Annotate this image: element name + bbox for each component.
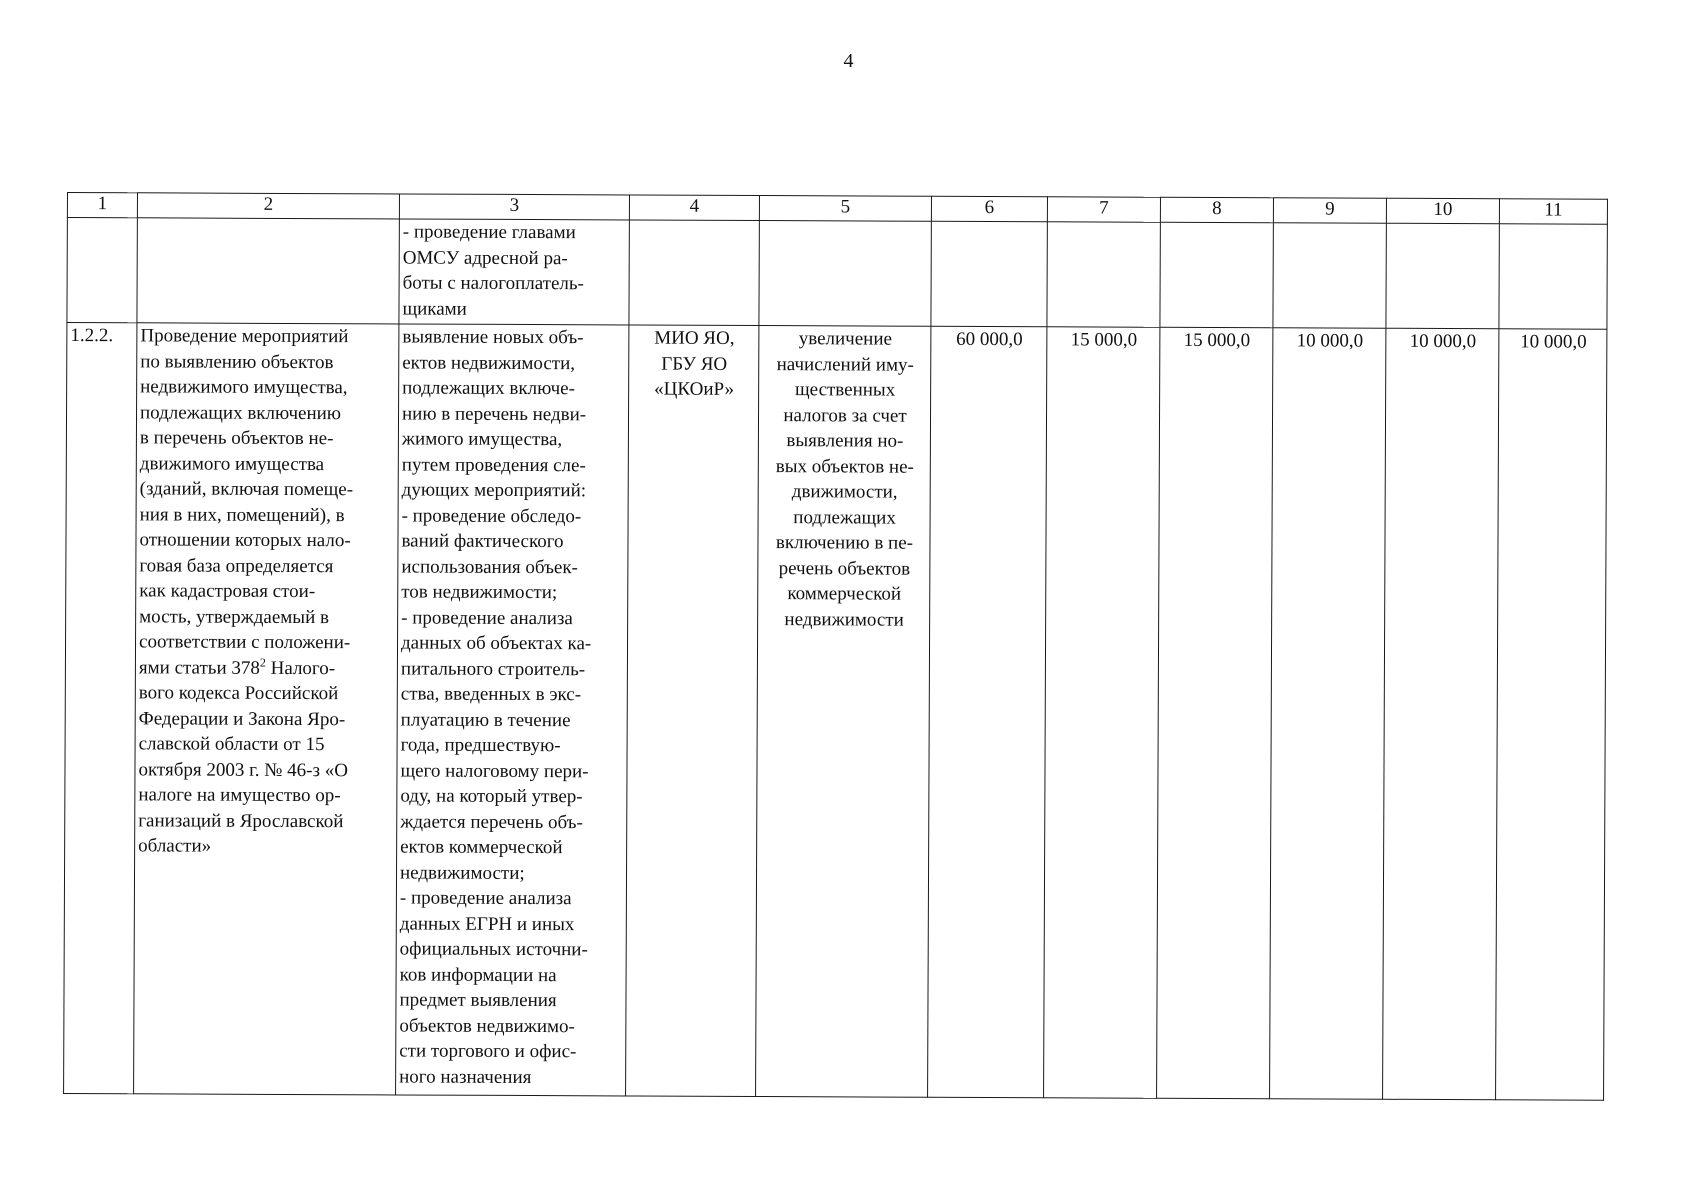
text-line: славской области от 15 <box>138 733 325 756</box>
header-cell: 7 <box>1047 197 1160 222</box>
text-line: данных ЕГРН и иных <box>399 912 575 935</box>
text-line: движимости, <box>791 481 898 503</box>
text-line: - проведение обследо- <box>401 504 582 527</box>
text-line: официальных источни- <box>399 938 588 961</box>
text-line: данных об объектах ка- <box>400 632 592 655</box>
row1-activities-text <box>402 219 626 322</box>
text-line: Федерации и Закона Яро- <box>138 707 346 730</box>
page-number: 4 <box>843 50 854 72</box>
text-line: предмет выявления <box>399 989 557 1012</box>
row1-col3 <box>399 219 629 325</box>
text-line: оду, на который утвер- <box>400 785 583 808</box>
text-line: налогов за счет <box>783 404 907 427</box>
header-cell: 3 <box>399 194 629 220</box>
text-line: движимого имущества <box>139 452 325 475</box>
row2-col3 <box>396 324 629 1096</box>
text-line: дующих мероприятий: <box>401 479 587 502</box>
data-table <box>63 192 1608 1101</box>
text-line: ОМСУ адресной ра- <box>402 246 568 269</box>
text-line: (зданий, включая помеще- <box>139 478 354 501</box>
header-cell: 1 <box>67 193 137 218</box>
text-line: жимого имущества, <box>401 428 563 451</box>
row2-col2 <box>134 323 399 1095</box>
text-line: - проведение главами <box>402 221 576 244</box>
text-line: ков информации на <box>399 963 557 986</box>
text-line: выявление новых объ- <box>402 326 584 349</box>
text-line: коммерческой <box>787 583 902 605</box>
row1-col1 <box>67 218 137 323</box>
header-cell: 10 <box>1386 198 1499 223</box>
row2-value-col10: 10 000,0 <box>1383 328 1499 1099</box>
text-line: в перечень объектов не- <box>139 427 334 450</box>
text-line: речень объектов <box>778 557 911 580</box>
header-cell: 2 <box>137 193 399 219</box>
header-cell: 8 <box>1160 197 1273 222</box>
text-line: выявления но- <box>786 430 904 452</box>
table-row <box>67 218 1607 330</box>
text-line: отношении которых нало- <box>139 529 351 552</box>
text-line: - проведение анализа <box>401 606 573 629</box>
text-line: ния в них, помещений), в <box>139 503 345 526</box>
row1-col8 <box>1160 222 1273 327</box>
row2-value-col7: 15 000,0 <box>1044 327 1160 1098</box>
text-line: недвижимого имущества, <box>140 376 348 399</box>
row2-number: 1.2.2. <box>64 323 137 1094</box>
text-line: «ЦКОиР» <box>654 378 735 400</box>
text-line: октября 2003 г. № 46-з «О <box>138 758 349 781</box>
text-line: тов недвижимости; <box>401 581 558 604</box>
text-line: вого кодекса Российской <box>138 682 339 705</box>
text-line: использования объек- <box>401 555 578 578</box>
text-line: объектов недвижимо- <box>399 1014 575 1037</box>
table-row <box>64 323 1607 1101</box>
text-line: по выявлению объектов <box>140 350 334 373</box>
text-line: плуатацию в течение <box>400 708 571 731</box>
text-line: путем проведения сле- <box>401 453 586 476</box>
text-line: Проведение мероприятий <box>140 325 349 348</box>
text-line-with-superscript <box>139 655 395 682</box>
text-line: подлежащих включе- <box>402 377 575 400</box>
row2-value-col9: 10 000,0 <box>1270 328 1386 1099</box>
text-line: года, предшествую- <box>400 734 561 757</box>
text-line: области» <box>138 835 212 857</box>
row1-col10 <box>1386 223 1499 328</box>
text-line: ства, введенных в экс- <box>400 683 582 706</box>
text-line: ваний фактического <box>401 530 564 553</box>
text-line: начислений иму- <box>776 353 914 376</box>
row2-measure-text <box>138 323 396 860</box>
header-cell: 6 <box>931 196 1047 222</box>
row2-result-text <box>761 326 928 633</box>
text-line: недвижимости; <box>399 861 525 884</box>
text-line: боты с налогоплатель- <box>402 272 584 295</box>
text-line: ектов недвижимости, <box>402 351 576 374</box>
row1-col2 <box>137 218 399 324</box>
text-line: мость, утверждаемый в <box>139 605 330 628</box>
text-line: как кадастровая стои- <box>139 580 316 603</box>
header-cell: 11 <box>1499 199 1607 224</box>
row2-activities-text <box>399 324 626 1090</box>
text-line: щественных <box>795 379 896 401</box>
text-line: - проведение анализа <box>399 887 572 910</box>
row1-col5 <box>759 221 931 327</box>
text-line: включению в пе- <box>775 532 914 554</box>
text-line: щиками <box>402 297 467 320</box>
row1-col6 <box>931 221 1047 327</box>
text-line: ГБУ ЯО <box>661 353 728 375</box>
text-line: нию в перечень недви- <box>401 402 587 425</box>
text-fragment: ями статьи 378 <box>138 656 260 679</box>
header-cell: 5 <box>759 196 931 222</box>
row2-executors-text <box>632 325 756 402</box>
row1-col9 <box>1273 223 1386 328</box>
row2-value-col11: 10 000,0 <box>1496 329 1607 1100</box>
text-line: подлежащих включению <box>139 401 342 424</box>
row1-col11 <box>1499 224 1607 329</box>
text-line: ганизаций в Ярославской <box>138 809 344 832</box>
row2-value-col6: 60 000,0 <box>928 326 1047 1097</box>
text-line: МИО ЯО, <box>654 327 735 349</box>
text-fragment: Налого- <box>265 657 336 679</box>
text-line: щего налоговому пери- <box>400 759 589 782</box>
row2-value-col8: 15 000,0 <box>1157 327 1273 1098</box>
text-line: налоге на имущество ор- <box>138 784 341 807</box>
row2-col5 <box>756 326 931 1098</box>
row2-col4 <box>626 325 759 1097</box>
text-line: подлежащих <box>793 506 896 529</box>
text-line: сти торгового и офис- <box>399 1040 577 1063</box>
text-line: говая база определяется <box>139 554 334 577</box>
superscript: 2 <box>259 655 266 670</box>
text-line: ждается перечень объ- <box>400 810 583 833</box>
text-line: соответствии с положени- <box>138 631 351 654</box>
row1-col4 <box>629 220 759 326</box>
row1-col7 <box>1047 222 1160 327</box>
text-line: ного назначения <box>399 1065 532 1088</box>
text-line: вых объектов не- <box>775 455 914 478</box>
text-line: ектов коммерческой <box>400 836 563 859</box>
header-cell: 4 <box>629 195 759 221</box>
text-line: недвижимости <box>784 608 904 631</box>
text-line: питального строитель- <box>400 657 586 680</box>
text-line: увеличение <box>798 328 893 350</box>
header-cell: 9 <box>1273 198 1386 223</box>
